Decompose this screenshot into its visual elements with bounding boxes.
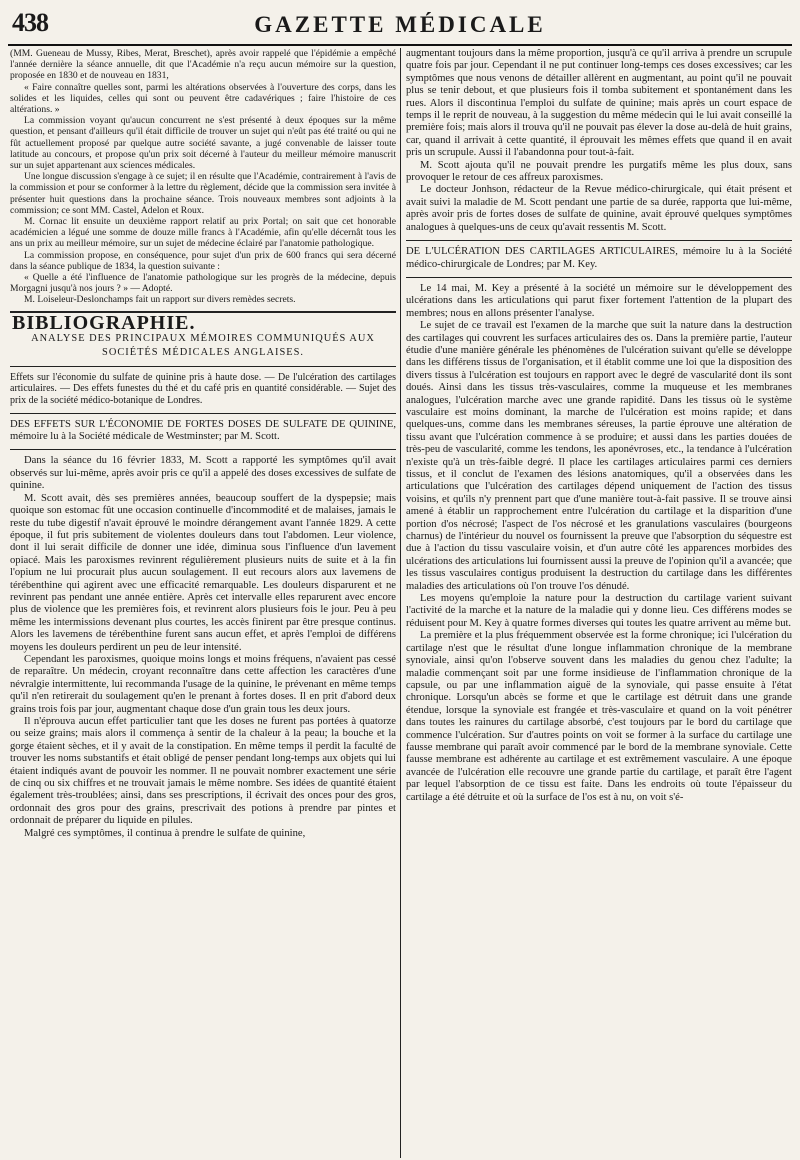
paragraph: Malgré ces symptômes, il continua à prendre le sulfate de quinine, xyxy=(24,827,306,839)
academy-report xyxy=(10,48,396,306)
paragraph: La première et la plus fréquemment observée est la forme chronique; ici l'ulcération du cartilage n'est que le résultat d'une longue inflammation chronique de la membrane synoviale, ainsi qu'on l'observe souvent dans les maladies du genou chez l'adulte; la maladie commençant soit par une forme insidieuse de l'inflammation chronique de la capsule, ou par une inflammation aiguë de la synoviale, qui passe ensuite à l'état chronique. Lorsqu'un abcès se forme et que le cartilage est détruit dans une grande étendue, lorsque la synoviale est frangée et très-vasculaire et quand on la voit pénétrer dans toutes les rainures du cartilage absorbé, c'est toujours par le bord du cartilage que commence l'ulcération. Sur d'autres points on voit se former à la surface du cartilage une fausse membrane qui paraît avoir commencé par le bord de la membrane synoviale. Cette fausse membrane est adhérente au cartilage et est extrêmement vasculaire. A une époque avancée de l'ulcération elle recouvre une grande partie du cartilage, et paraît être l'agent par lequel l'absorption de ce tissu est faite. Dans les endroits où toute l'épaisseur du cartilage a été détruite et où la surface de l'os est à nu, on voit s'é- xyxy=(406,630,792,803)
divider xyxy=(406,277,792,278)
summary-text: Effets sur l'économie du sulfate de quinine pris à haute dose. — De l'ulcération des cartilages articulaires. — Des effets funestes du thé et du café pris en quantité considérable. — Sujet des prix de la société médico-botanique de Londres. xyxy=(10,371,396,407)
section-subtitle: ANALYSE DES PRINCIPAUX MÉMOIRES COMMUNIQUÉS AUX xyxy=(31,333,375,345)
divider xyxy=(10,413,396,414)
paragraph: Le 14 mai, M. Key a présenté à la société un mémoire sur le développement des ulcérations dans les articulations qui parut fixer fortement l'attention de la plupart des membres; nous en allons présenter l'analyse. xyxy=(406,282,792,319)
article-heading: DE L'ULCÉRATION DES CARTILAGES ARTICULAIRES, mémoire lu à la Société médico-chirurgicale de Londres; par M. Key. xyxy=(406,246,792,270)
paragraph: Le docteur Jonhson, rédacteur de la Revue médico-chirurgicale, qui était présent et avait suivi la maladie de M. Scott pendant une partie de sa durée, rapporta que lui-même, après avoir pris de fortes doses de sulfate de quinine, avait éprouvé quelques symptômes analogues à quelques-uns de ceux qu'avait ressentis M. Scott. xyxy=(406,184,792,233)
divider xyxy=(10,366,396,367)
section-summary xyxy=(10,372,396,407)
paragraph: « Faire connaître quelles sont, parmi les altérations observées à l'ouverture des corps, dans les solides et les liquides, celles qui sont ou peuvent être cadavériques ; faire l'histoire de ces altérations. » xyxy=(10,81,396,116)
paragraph: Il n'éprouva aucun effet particulier tant que les doses ne furent pas portées à quatorze ou seize grains; mais alors il commença à sentir de la chaleur à la peau; la bouche et la gorge étaient sèches, et il y avait de la constipation. En même temps il perdit la faculté de trouver les noms substantifs et était obligé de penser pendant long-temps aux objets qui lui étaient indiqués avant de pouvoir les nommer. Il ne pouvait nombrer exactement une série de cinq ou six chiffres et ne trouvait jamais le même nombre. Ses idées de quantité étaient également très-troublées; ainsi, dans ses prescriptions, il écrivait des onces pour des gros, ordonnait des gros pour des grains, prescrivait des potions à prendre par pintes et ordonnait de préparer du liquide en pilules. xyxy=(10,716,396,827)
right-column xyxy=(406,48,792,1158)
columns xyxy=(10,48,792,1158)
left-column xyxy=(10,48,396,1158)
page-number: 438 xyxy=(12,8,48,37)
paragraph: M. Cornac lit ensuite un deuxième rapport relatif au prix Portal; on sait que cet honorable académicien a légué une somme de douze mille francs à l'Académie, afin qu'elle décernât tous les ans un prix au meilleur mémoire, sur un sujet de médecine éclairé par l'anatomie pathologique. xyxy=(10,216,396,250)
paragraph: M. Scott avait, dès ses premières années, beaucoup souffert de la dyspepsie; mais quoique son estomac fût une occasion continuelle d'incommodité et de malaises, jamais le reste du tube digestif n'avait éprouvé le moindre dérangement avant l'année 1829. A cette époque, il fut pris subitement de violentes douleurs dans tout l'abdomen. Leur violence, dont il lui serait difficile de donner une idée, diminua sous l'influence d'un lavement opiacé. Mais les paroxismes revinrent régulièrement plusieurs nuits de suite et à la fin l'opium ne lui procurait plus aucun soulagement. Il eut recours alors aux lavemens de térébenthine qui agirent avec une efficacité remarquable. Les douleurs disparurent et ne revinrent pas pendant une année entière. Après cet intervalle elles reparurent avec encore plus de violence que les premières fois, et revinrent alors plusieurs fois le jour. Peu à peu même les intermissions devenant plus courtes, les accès finirent par être presque continus. Alors les lavemens de térébenthine furent sans aucun effet, et après l'emploi de différens moyens les douleurs perdirent un peu de leur intensité. xyxy=(10,492,396,653)
divider xyxy=(10,449,396,450)
section-subtitle: SOCIÉTÉS MÉDICALES ANGLAISES. xyxy=(102,347,304,359)
paragraph: La commission voyant qu'aucun concurrent ne s'est présenté à deux époques sur la même question, et pensant d'ailleurs qu'il était difficile de trouver un sujet qui n'eût pas été traité ou qui ne fût actuellement proposé par quelque autre société savante, a jugé convenable de laisser toute latitude au concours, et propose qu'un prix soit décerné à l'auteur du meilleur mémoire manuscrit sur un sujet appartenant aux sciences médicales. xyxy=(10,115,396,172)
paragraph: Cependant les paroxismes, quoique moins longs et moins fréquens, n'avaient pas cessé de reparaître. Un médecin, croyant reconnaître dans cette affection les caractères d'une névralgie intermittente, lui recommanda l'usage de la quinine, le prévenant en même temps qu'il n'en retirerait du soulagement qu'en le prenant à fortes doses. Il en prit d'abord deux grains trois fois par jour, augmentant chaque dose d'un grain tous les deux jours. xyxy=(10,653,396,715)
paragraph: M. Loiseleur-Deslonchamps fait un rapport sur divers remèdes secrets. xyxy=(24,294,296,306)
paragraph: augmentant toujours dans la même proportion, jusqu'à ce qu'il arriva à prendre un scrupule quatre fois par jour. Cependant il ne put continuer long-temps ces doses excessives; car les symptômes que nous venons de détailler allèrent en augmentant, au point qu'il ne pouvait plus se tenir debout, et que plusieurs fois il tomba subitement et spontanément dans les rues. Alors il discontinua l'emploi du sulfate de quinine; mais après un court espace de temps il le reprit de nouveau, à la suggestion du même médecin qui le lui avait conseillé la première fois; mais alors il trouva qu'il ne pouvait pas élever la dose au-delà de huit grains, car, quand il arrivait à cette quantité, il éprouvait les mêmes effets que quand il en avait pris un scrupule. Aussi il l'abandonna pour tout-à-fait. xyxy=(406,48,792,159)
divider xyxy=(406,240,792,241)
paragraph: M. Scott ajouta qu'il ne pouvait prendre les purgatifs même les plus doux, sans provoquer le retour de ces affreux paroxismes. xyxy=(406,159,792,184)
paragraph: Le sujet de ce travail est l'examen de la marche que suit la nature dans la destruction des cartilages qui couvrent les surfaces articulaires des os. Dans la première partie, l'auteur étudie d'une manière générale les phénomènes de l'ulcération suivant qu'elle se développe dans les différens tissus de l'organisation, et il établit comme une loi que la disposition des divers tissus à l'ulcération est toujours en rapport avec le degré de vascularité dont ils sont doués. Ainsi dans les tissus très-vasculaires, comme la muqueuse et les membranes analogues, l'ulcération marche avec une grande rapidité. Dans les tissus où le système vasculaire est moins dominant, la marche de l'ulcération est moins rapide; et dans quelques-uns, comme dans les membranes séreuses, la partie éprouve une altération de tissu avant que l'ulcération commence à se produire; et aussi dans les parties douées de très-peu de vascularité, comme les tendons, les aponévroses, etc., la tendance à l'ulcération n'existe qu'à un très-faible degré. Il place les cartilages articulaires parmi ces derniers tissus, et il conclut de l'examen des lésions anatomiques, qu'il a observées dans les articulations que l'ulcération des cartilages dépend uniquement de l'action des tissus voisins, et qu'ils n'y prennent part que d'une manière tout-à-fait passive. Il se trouve ainsi amené à établir un rapprochement entre l'ulcération du cartilage et la disparition d'une portion d'os nécrosé; l'aspect de l'os nécrosé et les granulations vasculaires (bourgeons charnus) de l'intérieur du nouvel os fournissent la preuve que l'absorption du séquestre est due à l'action du tissu vasculaire voisin, et d'un autre côté les apparences morbides des ulcérations des articulations lui fournissent aussi la preuve de l'opinion qu'il a avancée; que les tissus vasculaires contigus produisent la destruction du cartilage dans les différentes maladies des articulations où l'on trouve l'os dénudé. xyxy=(406,320,792,592)
paragraph: Une longue discussion s'engage à ce sujet; il en résulte que l'Académie, contrairement à l'avis de la commission et pour se conformer à la lettre du règlement, décide que la commission sera invitée à présenter huit questions dans la prochaine séance. Trois nouveaux membres sont adjoints à la commission; ce sont MM. Castel, Adelon et Roux. xyxy=(10,171,396,216)
article-heading: DES EFFETS SUR L'ÉCONOMIE DE FORTES DOSES DE SULFATE DE QUININE, mémoire lu à la Société médicale de Westminster; par M. Scott. xyxy=(10,418,396,443)
paragraph: (MM. Gueneau de Mussy, Ribes, Merat, Breschet), après avoir rappelé que l'épidémie a empêché l'année dernière la séance annuelle, dit que l'Académie n'a reçu aucun mémoire sur la question, proposée en 1830 et de nouveau en 1831, xyxy=(10,48,396,82)
paragraph: Les moyens qu'emploie la nature pour la destruction du cartilage varient suivant l'activité de la marche et la nature de la maladie qui y donne lieu. Ces différens modes se réduisent pour M. Key à quatre formes diverses qui toutes les quatre arrivent au même but. xyxy=(406,593,792,629)
paragraph: « Quelle a été l'influence de l'anatomie pathologique sur les progrès de la médecine, depuis Morgagni jusqu'à nos jours ? » — Adopté. xyxy=(10,272,396,295)
page-header xyxy=(8,6,792,46)
paragraph: La commission propose, en conséquence, pour sujet d'un prix de 600 francs qui sera décerné dans la séance publique de 1834, la question suivante : xyxy=(10,249,396,272)
paragraph: Dans la séance du 16 février 1833, M. Scott a rapporté les symptômes qu'il avait observés sur lui-même, après avoir pris ce qu'il a appelé des doses excessives de sulfate de quinine. xyxy=(10,455,396,492)
section-title: BIBLIOGRAPHIE. xyxy=(12,311,196,334)
column-divider xyxy=(400,48,401,1158)
journal-title: GAZETTE MÉDICALE xyxy=(254,12,546,37)
